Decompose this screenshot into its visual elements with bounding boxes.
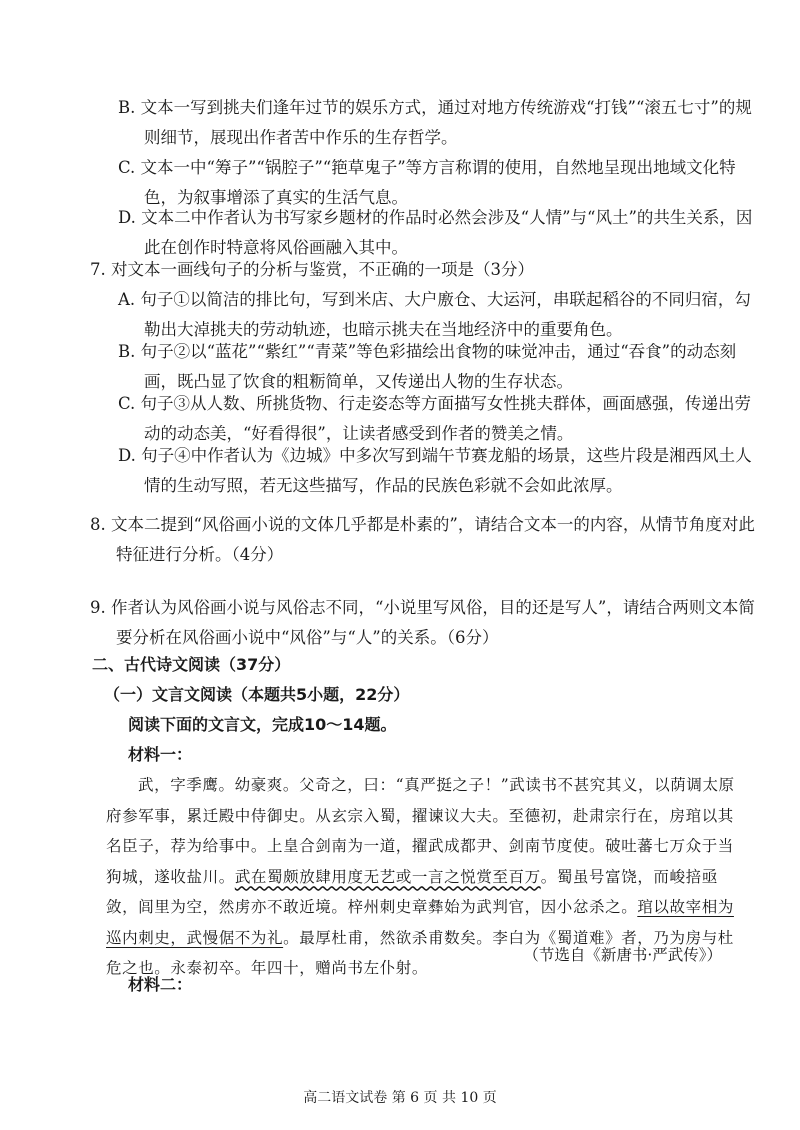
q8: 8. 文本二提到“风俗画小说的文体几乎都是朴素的”，请结合文本一的内容，从情节角度对此特征进行分析。（4分） [90, 515, 755, 564]
passage-source: （节选自《新唐书·严武传》） [523, 946, 722, 964]
passage-text: 。蜀虽号富饶，而峻掊亟敛，闾里为空，然虏亦不敢近境。梓州刺史章彝始为武判官，因小忿杀之。 [106, 867, 718, 916]
q6-option-c: C. 文本一中“筹子”“锅腔子”“筢草鬼子”等方言称谓的使用，自然地呈现出地域文化特色，为叙事增添了真实的生活气息。 [118, 158, 736, 207]
wavy-underlined-sentence: 武在蜀颇放肆用度无艺或一言之悦赏至百万 [234, 867, 541, 886]
q6-option-d: D. 文本二中作者认为书写家乡题材的作品时必然会涉及“人情”与“风土”的共生关系，因此在创作时特意将风俗画融入其中。 [118, 208, 753, 257]
q7-option-a: A. 句子①以简洁的排比句，写到米店、大户廒仓、大运河，串联起稻谷的不同归宿，勾勒出大淖挑夫的劳动轨迹，也暗示挑夫在当地经济中的重要角色。 [118, 290, 751, 339]
section-title: 二、古代诗文阅读（37分） [92, 655, 291, 674]
q7-option-d: D. 句子④中作者认为《边城》中多次写到端午节赛龙船的场景，这些片段是湘西风土人情的生动写照，若无这些描写，作品的民族色彩就不会如此浓厚。 [118, 446, 752, 495]
page-footer: 高二语文试卷 第 6 页 共 10 页 [303, 1090, 497, 1106]
q7-option-b: B. 句子②以“蓝花”“紫红”“青菜”等色彩描绘出食物的味觉冲击，通过“吞食”的动态刻画，既凸显了饮食的粗粝简单，又传递出人物的生存状态。 [118, 342, 737, 391]
material-2-label: 材料二： [128, 975, 193, 994]
q6-option-b: B. 文本一写到挑夫们逢年过节的娱乐方式，通过对地方传统游戏“打钱”“滚五七寸”的规则细节，展现出作者苦中作乐的生存哲学。 [118, 98, 752, 147]
material-1-label: 材料一： [128, 745, 193, 764]
q7-option-c: C. 句子③从人数、所挑货物、行走姿态等方面描写女性挑夫群体，画面感强，传递出劳动的动态美，“好看得很”，让读者感受到作者的赞美之情。 [118, 394, 752, 443]
underlined-sentence: 琯以故宰相为巡内刺史，武慢倨不为礼 [106, 898, 734, 947]
passage-text: 武，字季鹰。幼豪爽。父奇之，曰：“真严挺之子！”武读书不甚究其义，以荫调太原府参军事，累迁殿中侍御史。从玄宗入蜀，擢谏议大夫。至德初，赴肃宗行在，房琯以其名臣子，荐为给事中。上皇合剑南为一道，擢武成都尹、剑南节度使。破吐蕃七万众于当狗城，遂收盐川。 [106, 776, 735, 886]
subsection-title: （一）文言文阅读（本题共5小题，22分） [104, 685, 410, 704]
q9: 9. 作者认为风俗画小说与风俗志不同，“小说里写风俗，目的还是写人”，请结合两则文本简要分析在风俗画小说中“风俗”与“人”的关系。（6分） [90, 598, 755, 647]
passage-text: 。最厚杜甫，然欲杀甫数矣。李白为《蜀道难》者，乃为房与杜危之也。永泰初卒。年四十，赠尚书左仆射。 [106, 928, 734, 977]
reading-instruction: 阅读下面的文言文，完成10～14题。 [128, 715, 397, 734]
q7-stem: 7. 对文本一画线句子的分析与鉴赏，不正确的一项是（3分） [90, 260, 534, 279]
